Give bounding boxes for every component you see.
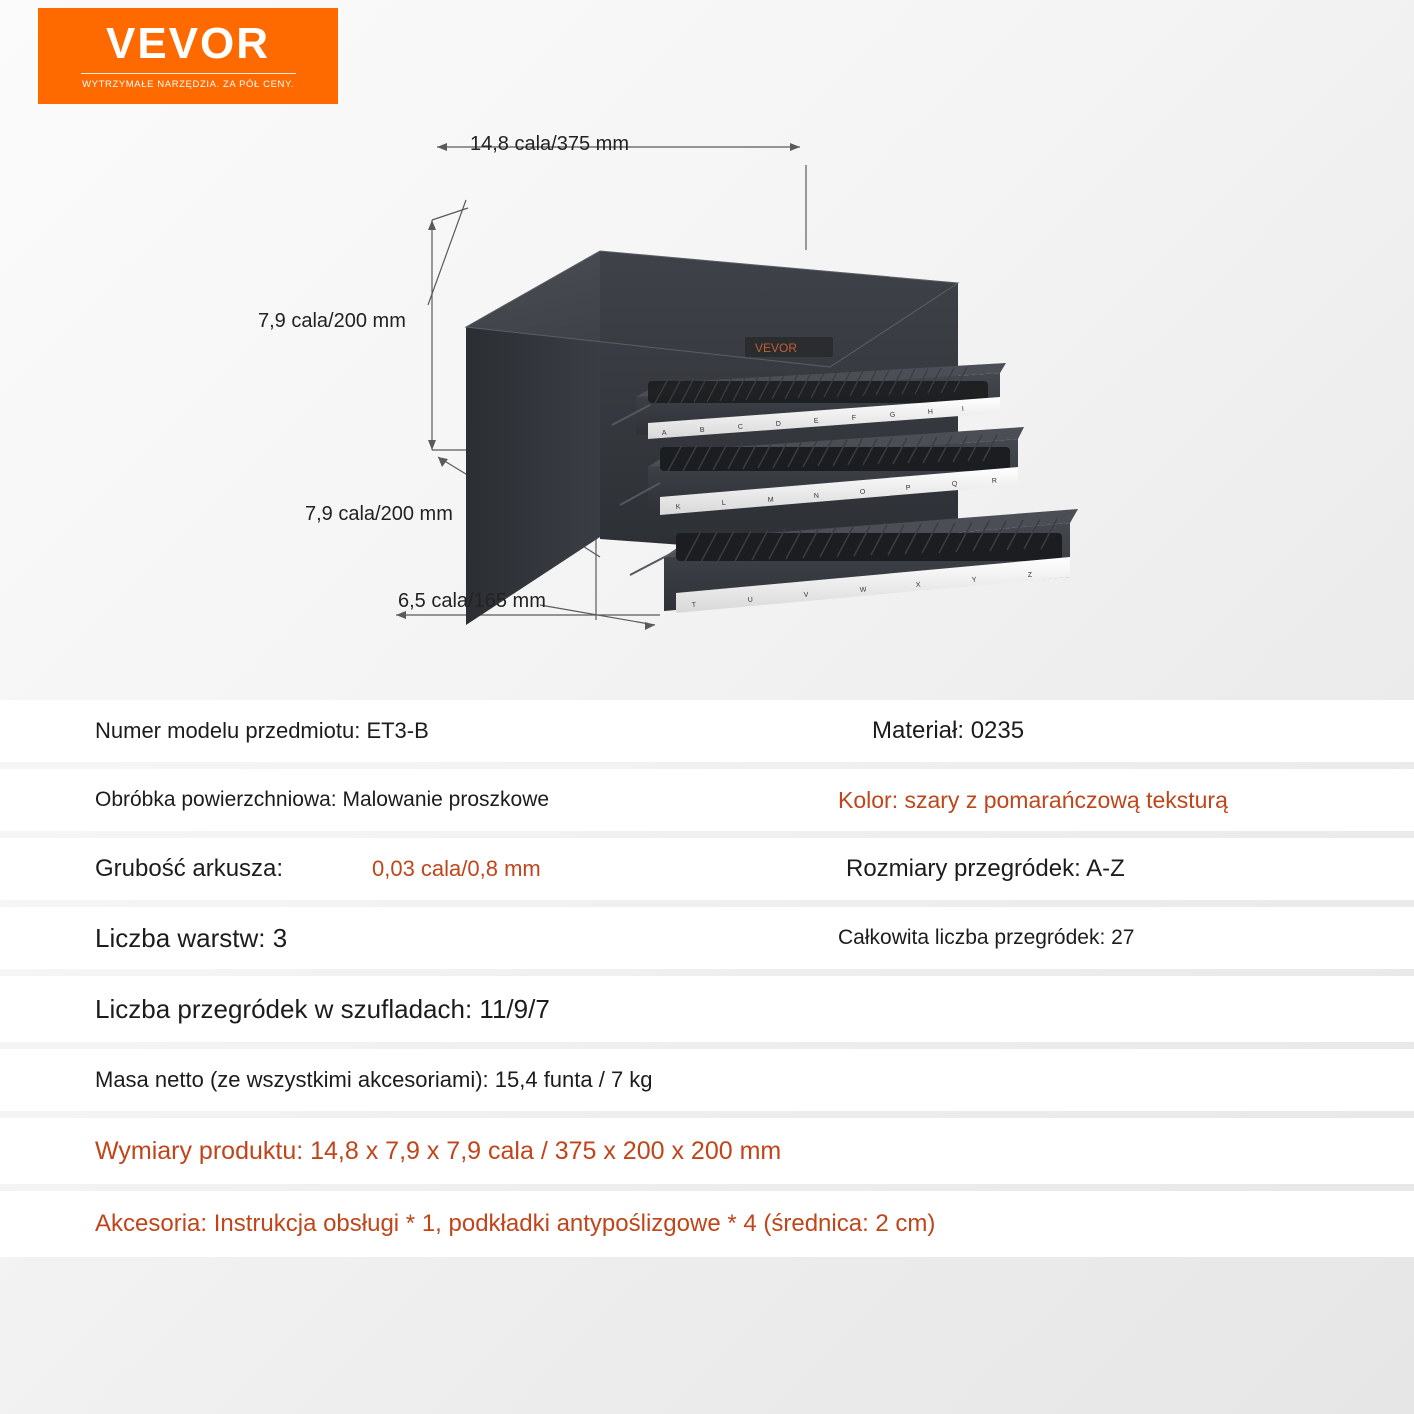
svg-text:M: M	[767, 496, 774, 504]
svg-text:K: K	[675, 503, 681, 511]
svg-text:I: I	[961, 405, 965, 413]
svg-text:X: X	[915, 581, 921, 589]
svg-text:L: L	[721, 499, 727, 507]
svg-text:F: F	[851, 414, 857, 422]
spec-row-surface	[0, 769, 1414, 831]
spec-slot-sizes-label: Rozmiary przegródek: A-Z	[846, 855, 1125, 882]
svg-text:E: E	[813, 417, 819, 425]
svg-text:T: T	[691, 601, 697, 609]
spec-row-product-dimensions	[0, 1118, 1414, 1184]
svg-text:P: P	[905, 484, 911, 492]
dimension-width-label: 14,8 cala/375 mm	[470, 133, 629, 155]
svg-text:G: G	[889, 411, 896, 419]
svg-text:C: C	[737, 423, 744, 431]
svg-text:VEVOR: VEVOR	[755, 341, 798, 355]
spec-product-dimensions-label: Wymiary produktu: 14,8 x 7,9 x 7,9 cala / 375 x 200 x 200 mm	[95, 1136, 782, 1165]
product-illustration	[0, 105, 1414, 695]
svg-text:B: B	[699, 426, 705, 434]
spec-thickness-label: Grubość arkusza:	[95, 855, 284, 882]
spec-row-model	[0, 700, 1414, 762]
spec-color-label: Kolor: szary z pomarańczową teksturą	[838, 786, 1228, 813]
dimension-height-label: 7,9 cala/200 mm	[258, 310, 406, 332]
dimension-bottom-label: 6,5 cala/165 mm	[398, 590, 546, 612]
brand-name: VEVOR	[105, 19, 271, 68]
svg-text:U: U	[747, 596, 754, 604]
spec-net-weight-label: Masa netto (ze wszystkimi akcesoriami): 15,4 funta / 7 kg	[95, 1067, 653, 1092]
spec-layers-label: Liczba warstw: 3	[95, 922, 288, 953]
spec-row-slots-per-drawer	[0, 976, 1414, 1042]
svg-text:V: V	[803, 591, 809, 599]
svg-text:W: W	[859, 586, 867, 594]
spec-thickness-value: 0,03 cala/0,8 mm	[372, 856, 541, 881]
svg-text:R: R	[991, 477, 998, 485]
svg-text:N: N	[813, 492, 820, 500]
vevor-logo	[38, 8, 338, 104]
spec-surface-label: Obróbka powierzchniowa: Malowanie proszkowe	[95, 788, 550, 811]
svg-text:H: H	[927, 408, 934, 416]
svg-text:Y: Y	[971, 576, 977, 584]
spec-material-label: Materiał: 0235	[872, 717, 1025, 744]
spec-row-accessories	[0, 1191, 1414, 1257]
spec-total-slots-label: Całkowita liczba przegródek: 27	[838, 926, 1135, 949]
svg-text:Q: Q	[951, 480, 958, 488]
spec-row-thickness	[0, 838, 1414, 900]
spec-row-layers	[0, 907, 1414, 969]
spec-accessories-label: Akcesoria: Instrukcja obsługi * 1, podkładki antypoślizgowe * 4 (średnica: 2 cm)	[95, 1210, 936, 1237]
spec-model-label: Numer modelu przedmiotu: ET3-B	[95, 718, 429, 743]
svg-text:A: A	[661, 429, 667, 437]
cabinet-drawing	[0, 105, 1414, 695]
svg-text:D: D	[775, 420, 782, 428]
dimension-depth-label: 7,9 cala/200 mm	[305, 503, 453, 525]
brand-tagline: WYTRZYMAŁE NARZĘDZIA. ZA PÓŁ CENY.	[81, 73, 296, 90]
spec-slots-per-drawer-label: Liczba przegródek w szufladach: 11/9/7	[95, 993, 550, 1024]
specifications-list	[0, 700, 1414, 1264]
svg-text:Z: Z	[1027, 571, 1033, 579]
svg-text:O: O	[859, 488, 866, 496]
spec-row-net-weight	[0, 1049, 1414, 1111]
